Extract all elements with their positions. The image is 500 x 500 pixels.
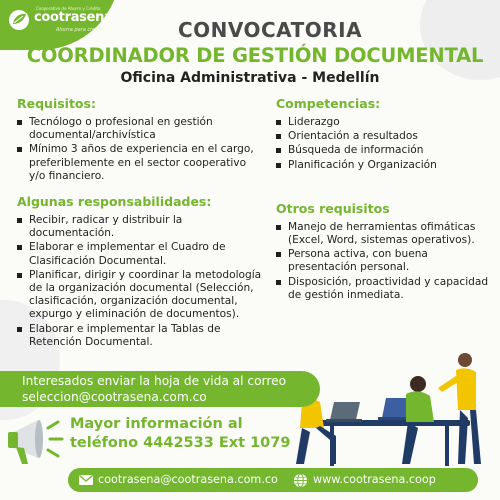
info-phone: teléfono 4442533 Ext 1079 <box>70 435 291 451</box>
list-competencias <box>276 116 491 172</box>
header-office: Oficina Administrativa - Medellín <box>120 70 380 86</box>
section-title-requisitos: Requisitos: <box>17 96 96 111</box>
list-item: Recibir, radicar y distribuir la documentación. <box>17 214 262 240</box>
team-illustration <box>290 340 500 470</box>
cta-email[interactable]: seleccion@cootrasena.com.co <box>22 390 207 404</box>
header <box>0 18 500 86</box>
left-column <box>17 96 262 350</box>
brand-slogan: Ahorra para crecer <box>56 27 104 33</box>
contact-email-text: cootrasena@cootrasena.com.co <box>98 473 278 486</box>
header-role: COORDINADOR DE GESTIÓN DOCUMENTAL <box>26 44 484 67</box>
list-item: Elaborar e implementar la Tablas de Retención Documental. <box>17 323 262 349</box>
cta-text: Interesados enviar la hoja de vida al correo <box>22 374 287 388</box>
contact-bar <box>68 468 478 492</box>
right-column <box>276 96 491 303</box>
list-item: Tecnólogo o profesional en gestión documental/archivística <box>17 116 262 142</box>
section-title-otros: Otros requisitos <box>276 200 390 216</box>
list-item: Manejo de herramientas ofimáticas (Excel, Word, sistemas operativos). <box>276 221 491 247</box>
list-otros <box>276 221 491 302</box>
globe-icon <box>293 473 308 488</box>
list-item: Orientación a resultados <box>276 130 491 143</box>
brand-name: cootrasena <box>34 10 113 25</box>
list-item: Persona activa, con buena presentación personal. <box>276 248 491 274</box>
list-item: Disposición, proactividad y capacidad de gestión inmediata. <box>276 276 491 302</box>
list-item: Planificación y Organización <box>276 159 491 172</box>
list-item: Liderazgo <box>276 116 491 129</box>
cta-banner <box>0 371 320 407</box>
brand-tagline-top: Cooperativa de Ahorro y Crédito <box>36 6 101 11</box>
envelope-icon <box>78 473 94 487</box>
info-line-1: Mayor información al <box>70 416 243 432</box>
list-requisitos <box>17 116 262 183</box>
list-item: Elaborar e implementar el Cuadro de Clasificación Documental. <box>17 241 262 267</box>
list-item: Planificar, dirigir y coordinar la metodología de la organización documental (Selección, clasificación, organización documental, expurgo y eliminación de documentos). <box>17 269 262 322</box>
header-convocatoria: CONVOCATORIA <box>177 18 363 42</box>
list-item: Mínimo 3 años de experiencia en el cargo, preferiblemente en el sector cooperativo y/o financiero. <box>17 143 262 183</box>
list-item: Búsqueda de información <box>276 144 491 157</box>
list-responsabilidades <box>17 214 262 349</box>
section-title-responsabilidades: Algunas responsabilidades: <box>17 194 212 210</box>
megaphone-icon <box>4 410 70 470</box>
contact-web-text: www.cootrasena.coop <box>313 473 436 486</box>
section-title-competencias: Competencias: <box>276 96 381 111</box>
